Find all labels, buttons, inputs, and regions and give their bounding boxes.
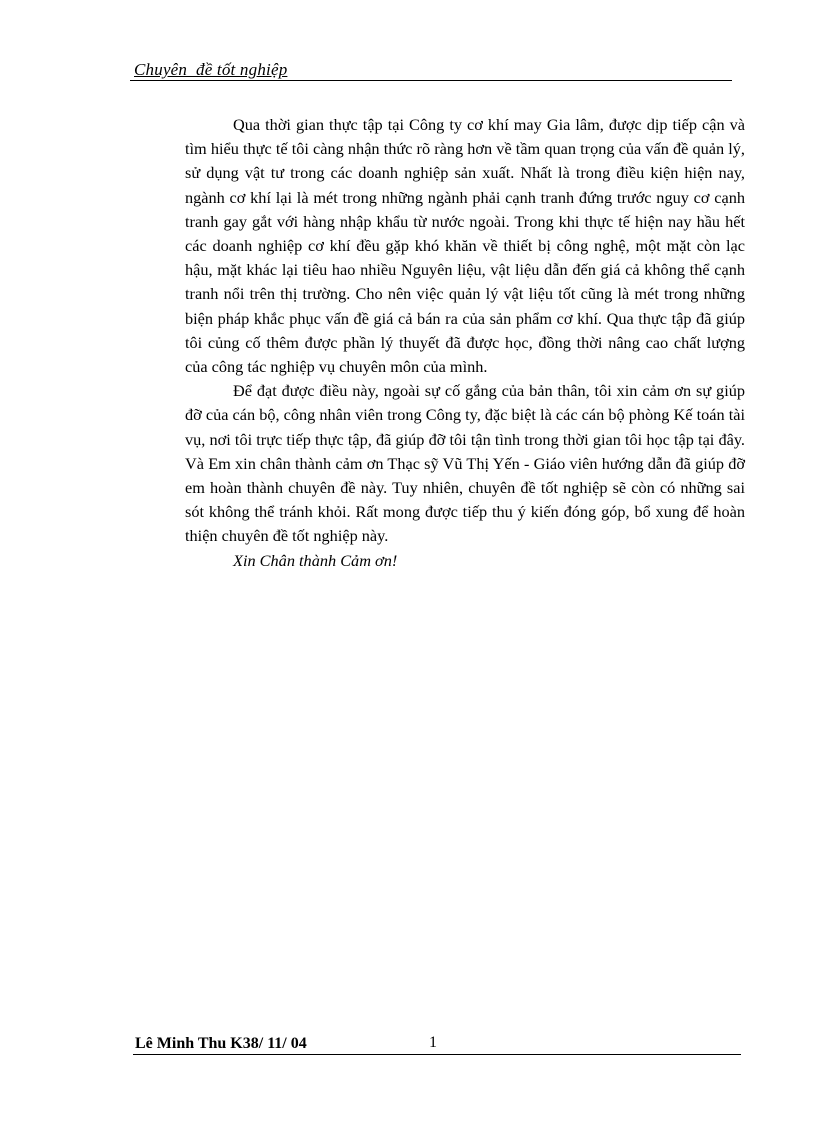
footer-author: Lê Minh Thu K38/ 11/ 04 bbox=[135, 1035, 307, 1052]
paragraph-acknowledgement: Để đạt được điều này, ngoài sự cố gắng của bản thân, tôi xin cảm ơn sự giúp đỡ của cán bộ, công nhân viên trong Công ty, đặc biệt là các cán bộ phòng Kế toán tài vụ, nơi tôi trực tiếp thực tập, đã giúp đỡ tôi tận tình trong thời gian tôi học tập tại đây. Và Em xin chân thành cảm ơn Thạc sỹ Vũ Thị Yến - Giáo viên hướng dẫn đã giúp đỡ em hoàn thành chuyên đề này. Tuy nhiên, chuyên đề tốt nghiệp sẽ còn có những sai sót không thể tránh khỏi. Rất mong được tiếp thu ý kiến đóng góp, bổ xung để hoàn thiện chuyên đề tốt nghiệp này. bbox=[185, 381, 745, 546]
page-header bbox=[130, 58, 732, 81]
page-footer bbox=[133, 1032, 741, 1055]
closing-line: Xin Chân thành Cảm ơn! bbox=[233, 550, 398, 570]
document-title: Chuyên đề tốt nghiệp bbox=[134, 60, 288, 79]
page-number: 1 bbox=[429, 1034, 437, 1051]
document-body bbox=[185, 113, 745, 573]
paragraph-internship: Qua thời gian thực tập tại Công ty cơ khí may Gia lâm, được dịp tiếp cận và tìm hiểu thực tế tôi càng nhận thức rõ ràng hơn về tầm quan trọng của vấn đề quản lý, sử dụng vật tư trong các doanh nghiệp sản xuất. Nhất là trong điều kiện hiện nay, ngành cơ khí lại là mét trong những ngành phải cạnh tranh đứng trước nguy cơ cạnh tranh gay gắt với hàng nhập khẩu từ nước ngoài. Trong khi thực tế hiện nay hầu hết các doanh nghiệp cơ khí đều gặp khó khăn về thiết bị công nghệ, một mặt còn lạc hậu, mặt khác lại tiêu hao nhiều Nguyên liệu, vật liệu dẫn đến giá cả không thể cạnh tranh nổi trên thị trường. Cho nên việc quản lý vật liệu tốt cũng là mét trong những biện pháp khắc phục vấn đề giá cả bán ra của sản phẩm cơ khí. Qua thực tập đã giúp tôi củng cố thêm được phần lý thuyết đã được học, đồng thời nâng cao chất lượng của công tác nghiệp vụ chuyên môn của mình. bbox=[185, 115, 745, 377]
